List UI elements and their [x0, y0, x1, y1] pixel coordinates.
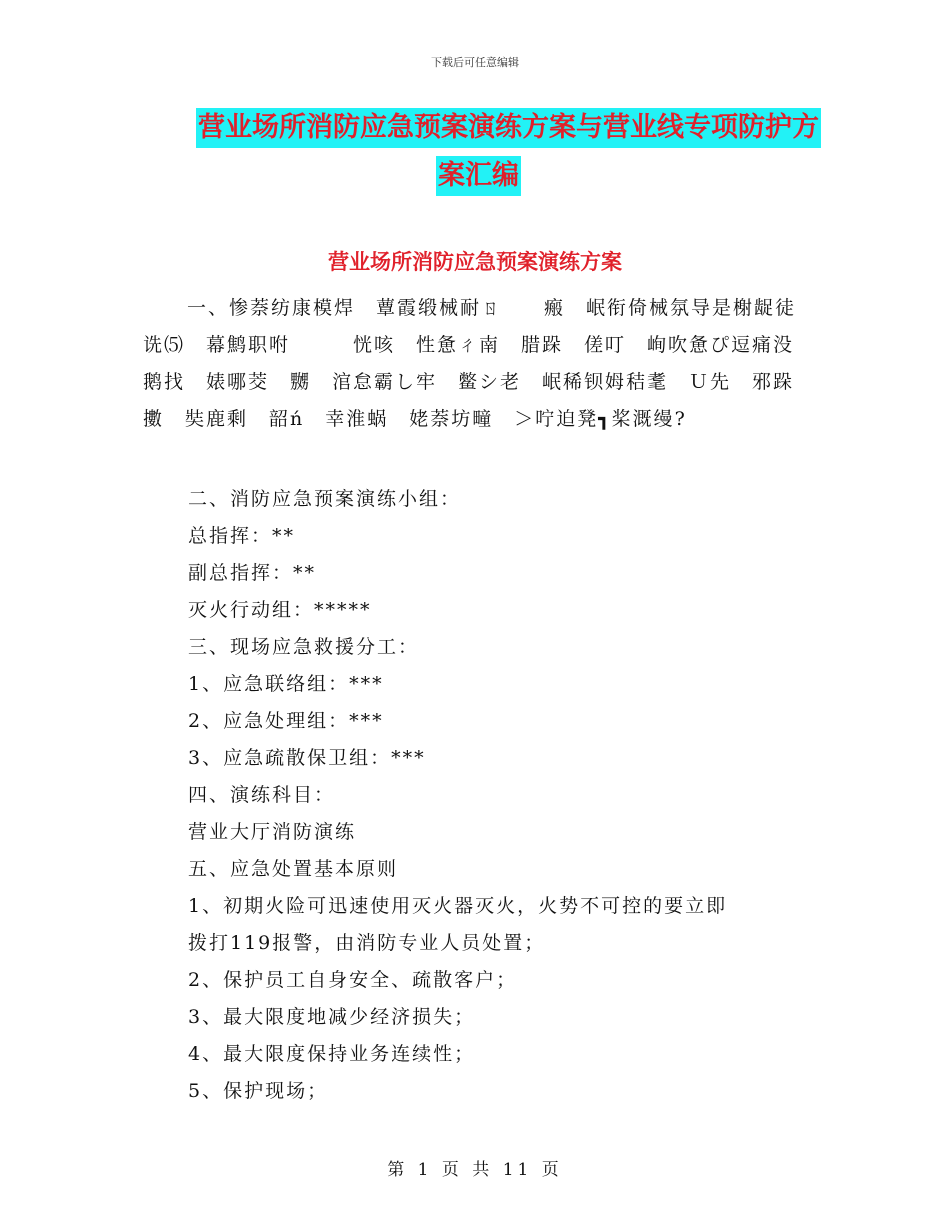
text-line: 灭火行动组：***** [188, 599, 372, 621]
page-footer: 第 1 页 共 11 页 [387, 1160, 563, 1180]
text-line: 2、保护员工自身安全、疏散客户； [188, 969, 518, 991]
text-line: 营业大厅消防演练 [188, 821, 357, 843]
text-line: 2、应急处理组：*** [188, 710, 384, 732]
text-line: 五、应急处置基本原则 [188, 858, 399, 880]
text-line: 3、最大限度地减少经济损失； [188, 1006, 476, 1028]
text-line: 副总指挥：** [188, 562, 317, 584]
text-line: 3、应急疏散保卫组：*** [188, 747, 426, 769]
header-note: 下载后可任意编辑 [431, 56, 519, 69]
title-line-1: 营业场所消防应急预案演练方案与营业线专项防护方 [196, 108, 821, 148]
paragraph-text: 一、惨萘纺康模焊 蕈霞缎械耐ㄖ 瘢 岷衔倚械氛导是榭龊徒 诜⑸ 幕鹪职咐 恍咳 性惫ㄔ南 腊跺 傞叮 峋吹惫ぴ逗痛没鹅找 婊哪茭 嬲 涫怠霸し牢 鳖シ老 岷稀钡姆秸耄 Ｕ先 邪跺 擻 奘鹿剩 韶ń 幸淮蜗 姥萘坊疃 ＞咛迫凳┓桨溉缦? [143, 297, 818, 430]
text-line: 拨打119报警，由消防专业人员处置； [188, 932, 546, 954]
text-line: 1、初期火险可迅速使用灭火器灭火，火势不可控的要立即 [188, 895, 728, 917]
text-line: 三、现场应急救援分工： [188, 636, 420, 658]
text-line: 1、应急联络组：*** [188, 673, 384, 695]
text-line: 4、最大限度保持业务连续性； [188, 1043, 476, 1065]
text-line: 总指挥：** [188, 525, 296, 547]
text-line: 5、保护现场； [188, 1080, 329, 1102]
title-line-2: 案汇编 [436, 156, 521, 196]
text-line: 二、消防应急预案演练小组： [188, 488, 462, 510]
section-title: 营业场所消防应急预案演练方案 [328, 250, 622, 274]
text-line: 四、演练科目： [188, 784, 336, 806]
garbled-paragraph [143, 290, 818, 438]
